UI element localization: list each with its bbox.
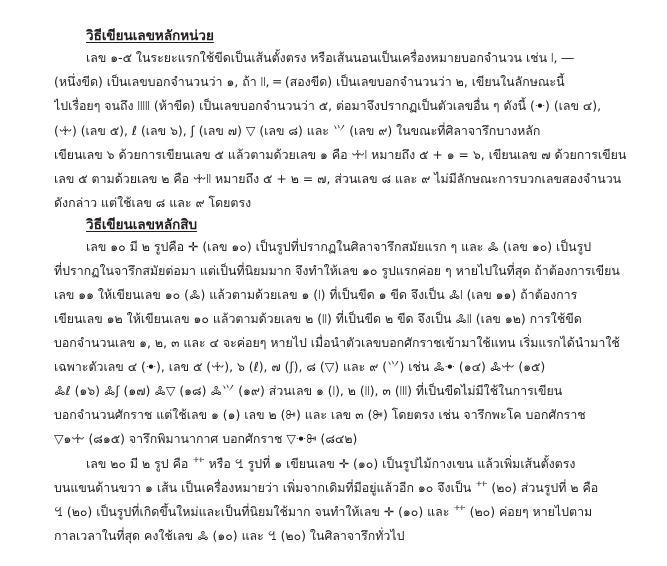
paragraph-line: เลข ๒๐ มี ๒ รูป คือ ⺿ หรือ ꔇ รูปที่ ๑ เขียนเลข ✛ (๑๐) เป็นรูปไม้กางเขน แล้วเพิ่มเส้นตั้งตรง [86, 456, 576, 471]
paragraph-line: บนแขนด้านขวา ๑ เส้น เป็นเครื่องหมายว่า เพิ่มจากเดิมที่มีอยู่แล้วอีก ๑๐ จึงเป็น ⺿ (๒๐) ส่วนรูปที่ ๒ คือ [54, 480, 599, 495]
paragraph-line: เฉพาะตัวเลข ๔ (ꔹ), เลข ๕ (ꔺ), ๖ (ℓ), ๗ (ʃ), ๘ (▽) และ ๙ (⺍) เช่น ꔆꔹ (๑๔) ꔆꔺ (๑๕) [54, 359, 546, 374]
section-heading-tens: วิธีเขียนเลขหลักสิบ [86, 217, 198, 233]
paragraph-line: ꔆℓ (๑๖) ꔆʃ (๑๗) ꔆ▽ (๑๘) ꔆ⺍ (๑๙) ส่วนเลข ๑ (꘡), ๒ (꘡꘡), ๓ (꘡꘡꘡) ที่เป็นขีดไม่มีใช้ในการเขียน [54, 383, 563, 398]
paragraph-line: กาลเวลาในที่สุด คงใช้เลข ꔆ (๑๐) และ ꔇ (๒๐) ในศิลาจารึกทั่วไป [54, 528, 405, 543]
paragraph-line: (หนึ่งขีด) เป็นเลขบอกจำนวนว่า ๑, ถ้า ꘡꘡, ═ (สองขีด) เป็นเลขบอกจำนวนว่า ๒, เขียนในลักษณะนี้ [54, 74, 565, 89]
paragraph-line: เลข ๑๐ มี ๒ รูปคือ ✛ (เลข ๑๐) เป็นรูปที่ปรากฏในศิลาจารึกสมัยแรก ๆ และ ꔆ (เลข ๑๐) เป็นรูป [86, 239, 592, 254]
paragraph-line: ที่ปรากฏในจารึกสมัยต่อมา แต่เป็นที่นิยมมาก จึงทำให้เลข ๑๐ รูปแรกค่อย ๆ หายไปในที่สุด ถ้าต้องการเขียน [54, 263, 620, 278]
paragraph-line: บอกจำนวนเลข ๑, ๒, ๓ และ ๔ จะค่อยๆ หายไป เมื่อนำตัวเลขบอกศักราชเข้ามาใช้แทน เริ่มแรกได้นำมาใช้ [54, 335, 620, 350]
paragraph-line: เขียนเลข ๑๒ ให้เขียนเลข ๑๐ แล้วตามด้วยเลข ๒ (꘡꘡) ที่เป็นขีด ๒ ขีด จึงเป็น ꔆ꘡꘡ (เลข ๑๒) การใช้ขีด [54, 311, 582, 326]
paragraph-line: ꔇ (๒๐) เป็นรูปที่เกิดขึ้นใหม่และเป็นที่นิยมใช้มาก จนทำให้เลข ✛ (๑๐) และ ⺿ (๒๐) ค่อยๆ หายไปตาม [54, 504, 593, 519]
paragraph-line: ไปเรื่อยๆ จนถึง ꘡꘡꘡꘡꘡ (ห้าขีด) เป็นเลขบอกจำนวนว่า ๕, ต่อมาจึงปรากฏเป็นตัวเลขอื่น ๆ ดังนี้ (ꔹ) (เลข ๔), [54, 98, 602, 113]
paragraph-line: (ꔺ) (เลข ๕), ℓ (เลข ๖), ʃ (เลข ๗) ▽ (เลข ๘) และ ⺍ (เลข ๙) ในขณะที่ศิลาจารึกบางหลัก [54, 123, 541, 138]
paragraph-line: เลข ๕ ตามด้วยเลข ๒ คือ ꔺ꘡꘡ หมายถึง ๕ + ๒ = ๗, ส่วนเลข ๘ และ ๙ ไม่มีลักษณะการบวกเลขสองจำนวน [54, 171, 622, 186]
paragraph-line: เขียนเลข ๖ ด้วยการเขียนเลข ๕ แล้วตามด้วยเลข ๑ คือ ꔺ꘡ หมายถึง ๕ + ๑ = ๖, เขียนเลข ๗ ด้วยการเขียน [54, 147, 627, 162]
paragraph-line: ดังกล่าว แต่ใช้เลข ๘ และ ๙ โดยตรง [54, 195, 252, 210]
paragraph-line: ▽๑ꔺ (๘๑๕) จารึกพิมานากาศ บอกศักราช ▽ꔹꔻ (๘๔๒) [54, 431, 358, 446]
paragraph-line: บอกจำนวนศักราช แต่ใช้เลข ๑ (๑) เลข ๒ (ꔻ) และ เลข ๓ (ꔼ) โดยตรง เช่น จารึกพะโค บอกศักราช [54, 407, 586, 422]
section-heading-units: วิธีเขียนเลขหลักหน่วย [86, 28, 214, 44]
paragraph-line: เลข ๑๑ ให้เขียนเลข ๑๐ (ꔆ) แล้วตามด้วยเลข ๑ (꘡) ที่เป็นขีด ๑ ขีด จึงเป็น ꔆ꘡ (เลข ๑๑) ถ้าต้องการ [54, 287, 578, 302]
paragraph-line: เลข ๑-๕ ในระยะแรกใช้ขีดเป็นเส้นตั้งตรง หรือเส้นนอนเป็นเครื่องหมายบอกจำนวน เช่น ꘡, ― [86, 50, 574, 65]
